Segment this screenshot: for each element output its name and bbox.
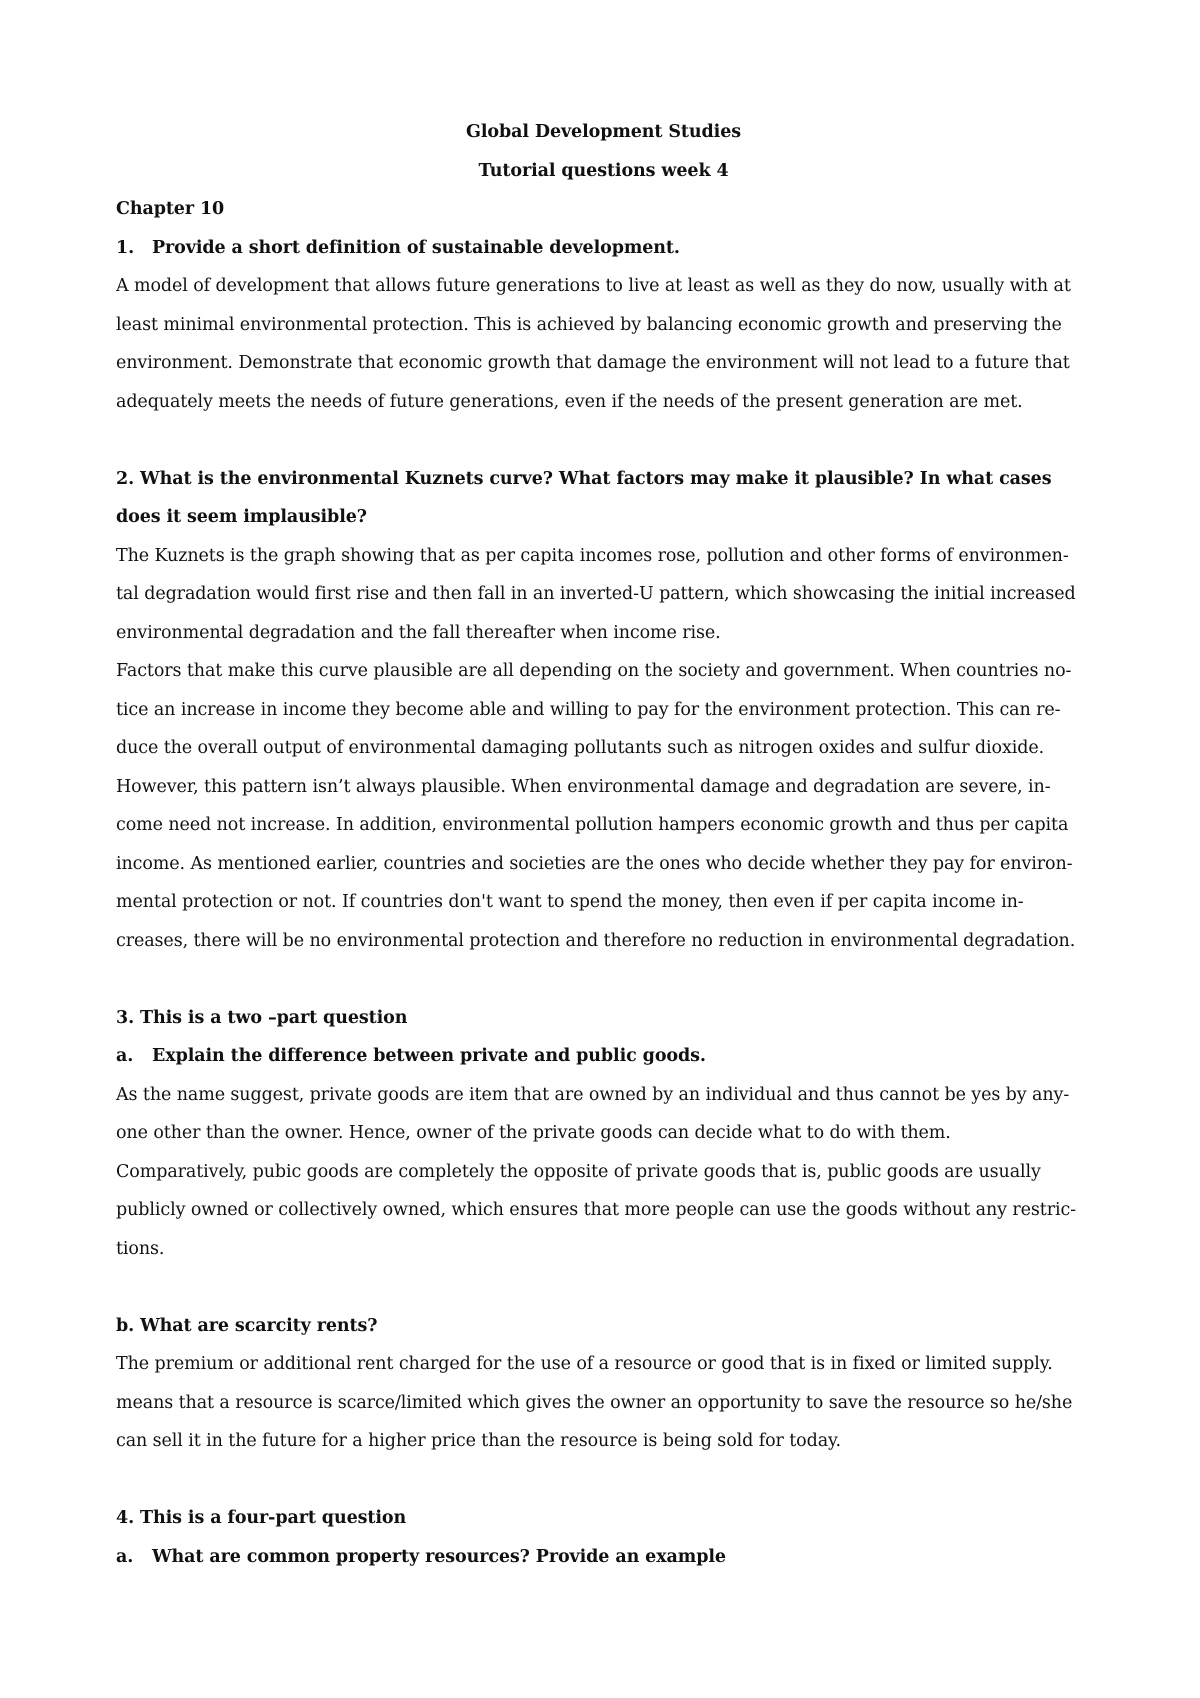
question-2-line: 2. What is the environmental Kuznets curve? What factors may make it plausible? In what cases xyxy=(116,468,1052,489)
answer-2-line: income. As mentioned earlier, countries and societies are the ones who decide whether they pay for environ- xyxy=(116,853,1073,874)
answer-1-line: A model of development that allows future generations to live at least as well as they do now, usually with at xyxy=(116,276,1071,296)
answer-2-line: come need not increase. In addition, environmental pollution hampers economic growth and thus per capita xyxy=(116,815,1069,835)
question-4a-label: a. xyxy=(116,1546,134,1567)
answer-2-line: Factors that make this curve plausible are all depending on the society and government. When countries no- xyxy=(116,661,1072,681)
question-4a-text: What are common property resources? Provide an example xyxy=(152,1546,726,1567)
chapter-heading: Chapter 10 xyxy=(116,199,225,219)
question-3b: b. What are scarcity rents? xyxy=(116,1315,378,1336)
answer-2-line: The Kuznets is the graph showing that as per capita incomes rose, pollution and other forms of environmen- xyxy=(116,545,1069,566)
question-4a xyxy=(116,1538,1091,1577)
question-3a-label: a. xyxy=(116,1046,134,1066)
answer-3b-line: The premium or additional rent charged for the use of a resource or good that is in fixed or limited supply. xyxy=(116,1354,1053,1374)
answer-1-line: environment. Demonstrate that economic growth that damage the environment will not lead to a future that xyxy=(116,353,1070,373)
question-1-number: 1. xyxy=(116,237,135,258)
answer-1-line: adequately meets the needs of future generations, even if the needs of the present generation are met. xyxy=(116,391,1023,412)
answer-3a-line: one other than the owner. Hence, owner of the private goods can decide what to do with them. xyxy=(116,1123,951,1143)
answer-2-line: environmental degradation and the fall thereafter when income rise. xyxy=(116,622,721,643)
question-2-line: does it seem implausible? xyxy=(116,507,367,527)
question-1-text: Provide a short definition of sustainable development. xyxy=(152,237,680,258)
answer-2-line: duce the overall output of environmental damaging pollutants such as nitrogen oxides and sulfur dioxide. xyxy=(116,738,1045,758)
document-body xyxy=(116,113,1091,1576)
paragraph-gap xyxy=(116,960,1091,999)
answer-2-line: tal degradation would first rise and then fall in an inverted-U pattern, which showcasing the initial increased xyxy=(116,584,1076,604)
question-4-heading: 4. This is a four-part question xyxy=(116,1508,407,1528)
paragraph-gap xyxy=(116,1268,1091,1307)
question-3-heading: 3. This is a two –part question xyxy=(116,1007,408,1028)
answer-3b-line: can sell it in the future for a higher price than the resource is being sold for today. xyxy=(116,1431,841,1451)
answer-3a-line: As the name suggest, private goods are item that are owned by an individual and thus cannot be yes by any- xyxy=(116,1084,1070,1105)
question-3a xyxy=(116,1037,1091,1076)
document-title: Global Development Studies xyxy=(465,122,742,142)
answer-2-line: tice an increase in income they become able and willing to pay for the environment protection. This can re- xyxy=(116,699,1061,720)
question-3a-text: Explain the difference between private and public goods. xyxy=(152,1046,706,1066)
answer-3a-line: publicly owned or collectively owned, which ensures that more people can use the goods without any restric- xyxy=(116,1200,1076,1220)
paragraph-gap xyxy=(116,421,1091,460)
answer-3a-line: Comparatively, pubic goods are completely the opposite of private goods that is, public goods are usually xyxy=(116,1161,1041,1182)
answer-2-line: creases, there will be no environmental protection and therefore no reduction in environmental degradation. xyxy=(116,930,1076,951)
answer-3b-line: means that a resource is scarce/limited which gives the owner an opportunity to save the resource so he/she xyxy=(116,1392,1073,1413)
answer-2-line: However, this pattern isn’t always plausible. When environmental damage and degradation are severe, in- xyxy=(116,776,1051,797)
answer-2-line: mental protection or not. If countries don't want to spend the money, then even if per capita income in- xyxy=(116,892,1024,912)
document-subtitle: Tutorial questions week 4 xyxy=(478,160,729,181)
answer-3a-line: tions. xyxy=(116,1238,165,1259)
answer-1-line: least minimal environmental protection. This is achieved by balancing economic growth and preserving the xyxy=(116,314,1062,335)
question-1 xyxy=(116,229,1091,268)
paragraph-gap xyxy=(116,1461,1091,1500)
